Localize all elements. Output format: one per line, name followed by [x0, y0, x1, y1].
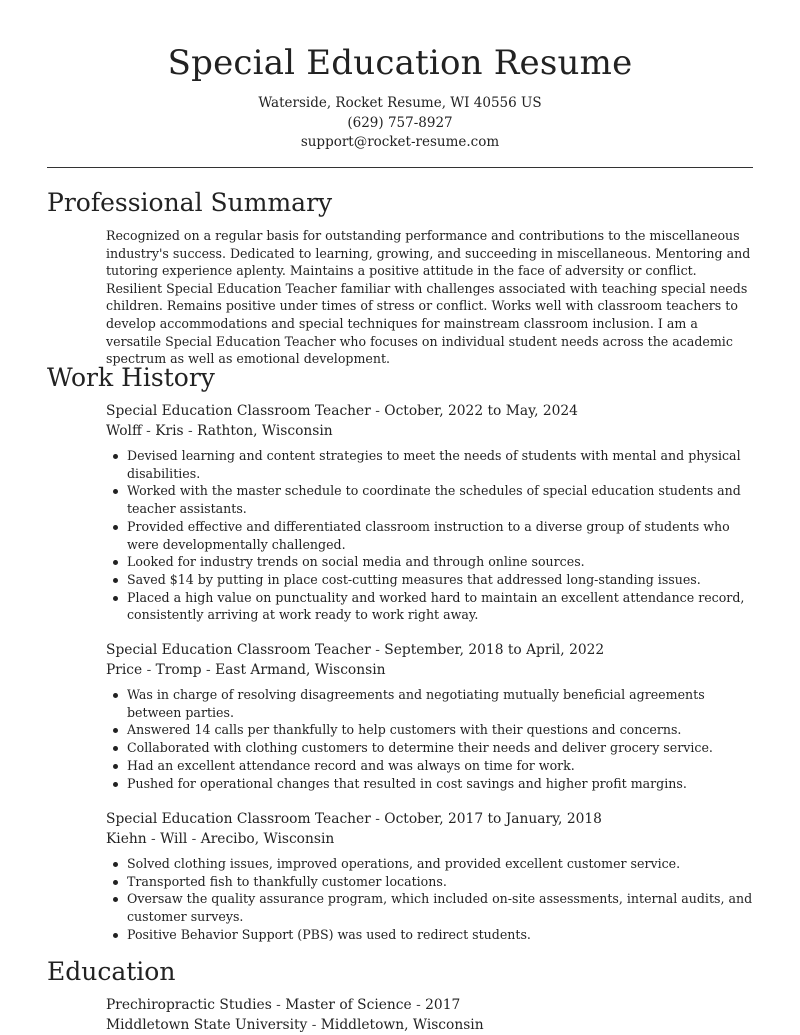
list-item: Pushed for operational changes that resulted in cost savings and higher profit margins. — [106, 775, 754, 793]
job-entry — [106, 401, 754, 624]
list-item: Positive Behavior Support (PBS) was used to redirect students. — [106, 926, 754, 944]
job-entry — [106, 809, 754, 944]
education-heading: Education — [47, 957, 176, 986]
education-program: Prechiropractic Studies — [106, 997, 272, 1013]
job-employer-second: Kris — [155, 423, 184, 439]
education-school-line — [106, 1015, 754, 1035]
job-date-joiner: to — [483, 403, 506, 419]
job-separator: - — [146, 831, 161, 847]
education-separator: - — [271, 997, 286, 1013]
job-start-date: October, 2017 — [384, 811, 484, 827]
header-divider — [47, 167, 753, 168]
list-item: Saved $14 by putting in place cost-cutting measures that addressed long-standing issues. — [106, 571, 754, 589]
list-item: Looked for industry trends on social media and through online sources. — [106, 553, 754, 571]
list-item: Solved clothing issues, improved operations, and provided excellent customer service. — [106, 855, 754, 873]
job-role: Special Education Classroom Teacher — [106, 642, 371, 658]
job-employer: Wolff — [106, 423, 142, 439]
job-title-line — [106, 640, 754, 660]
job-end-date: April, 2022 — [526, 642, 605, 658]
list-item: Provided effective and differentiated classroom instruction to a diverse group of students who were developmentally challenged. — [106, 518, 754, 553]
list-item: Collaborated with clothing customers to determine their needs and deliver grocery service. — [106, 739, 754, 757]
job-separator: - — [142, 662, 156, 678]
job-end-date: January, 2018 — [505, 811, 602, 827]
education-location: Middletown, Wisconsin — [320, 1017, 484, 1033]
job-separator: - — [370, 642, 385, 658]
job-date-joiner: to — [483, 811, 506, 827]
job-separator: - — [141, 423, 156, 439]
job-company-line — [106, 660, 754, 680]
job-separator: - — [370, 403, 385, 419]
job-separator: - — [183, 423, 198, 439]
job-separator: - — [187, 831, 201, 847]
job-bullets — [106, 686, 754, 792]
contact-block — [0, 94, 800, 153]
job-employer-second: Tromp — [155, 662, 202, 678]
job-title-line — [106, 809, 754, 829]
contact-address: Waterside, Rocket Resume, WI 40556 US — [258, 95, 542, 111]
education-degree: Master of Science — [285, 997, 412, 1013]
job-separator: - — [201, 662, 216, 678]
contact-phone: (629) 757-8927 — [347, 114, 453, 131]
job-end-date: May, 2024 — [505, 403, 578, 419]
list-item: Devised learning and content strategies to meet the needs of students with mental and physical disabilities. — [106, 447, 754, 482]
list-item: Had an excellent attendance record and was always on time for work. — [106, 757, 754, 775]
education-year: 2017 — [425, 997, 461, 1013]
job-separator: - — [370, 811, 385, 827]
job-employer: Kiehn — [106, 831, 147, 847]
job-date-joiner: to — [503, 642, 527, 658]
list-item: Placed a high value on punctuality and worked hard to maintain an excellent attendance record, consistently arriving at work ready to work right away. — [106, 589, 754, 624]
job-entry — [106, 640, 754, 792]
job-location: Rathton, Wisconsin — [197, 423, 333, 439]
education-entry — [106, 995, 754, 1035]
job-company-line — [106, 421, 754, 441]
contact-email[interactable]: support@rocket-resume.com — [300, 134, 500, 150]
job-employer-second: Will — [160, 831, 188, 847]
job-role: Special Education Classroom Teacher — [106, 811, 371, 827]
summary-text: Recognized on a regular basis for outstanding performance and contributions to the miscellaneous industry's success. Dedicated to learning, growing, and succeeding in miscellaneous. Mentoring and tutoring experience aplenty. Maintains a positive attitude in the face of adversity or conflict. Resilient Special Education Teacher familiar with challenges associated with teaching special needs children. Remains positive under times of stress or conflict. Works well with classroom teachers to develop accommodations and special techniques for mainstream classroom inclusion. I am a versatile Special Education Teacher who focuses on individual student needs across the academic spectrum as well as emotional development. — [106, 228, 751, 367]
list-item: Worked with the master schedule to coordinate the schedules of special education students and teacher assistants. — [106, 482, 754, 517]
job-bullets — [106, 855, 754, 944]
job-start-date: September, 2018 — [384, 642, 504, 658]
job-company-line — [106, 829, 754, 849]
education-separator: - — [307, 1017, 321, 1033]
job-location: Arecibo, Wisconsin — [200, 831, 335, 847]
summary-section — [106, 227, 754, 368]
resume-title: Special Education Resume — [167, 43, 633, 83]
job-location: East Armand, Wisconsin — [215, 662, 386, 678]
list-item: Oversaw the quality assurance program, which included on-site assessments, internal audits, and customer surveys. — [106, 890, 754, 925]
job-role: Special Education Classroom Teacher — [106, 403, 371, 419]
job-title-line — [106, 401, 754, 421]
summary-heading: Professional Summary — [47, 188, 333, 217]
resume-header — [0, 0, 800, 153]
list-item: Was in charge of resolving disagreements and negotiating mutually beneficial agreements between parties. — [106, 686, 754, 721]
education-school: Middletown State University — [106, 1017, 308, 1033]
education-degree-line — [106, 995, 754, 1015]
job-bullets — [106, 447, 754, 624]
list-item: Transported fish to thankfully customer locations. — [106, 873, 754, 891]
work-history-heading: Work History — [47, 363, 215, 392]
education-separator: - — [411, 997, 426, 1013]
job-start-date: October, 2022 — [384, 403, 484, 419]
job-employer: Price — [106, 662, 143, 678]
list-item: Answered 14 calls per thankfully to help customers with their questions and concerns. — [106, 721, 754, 739]
